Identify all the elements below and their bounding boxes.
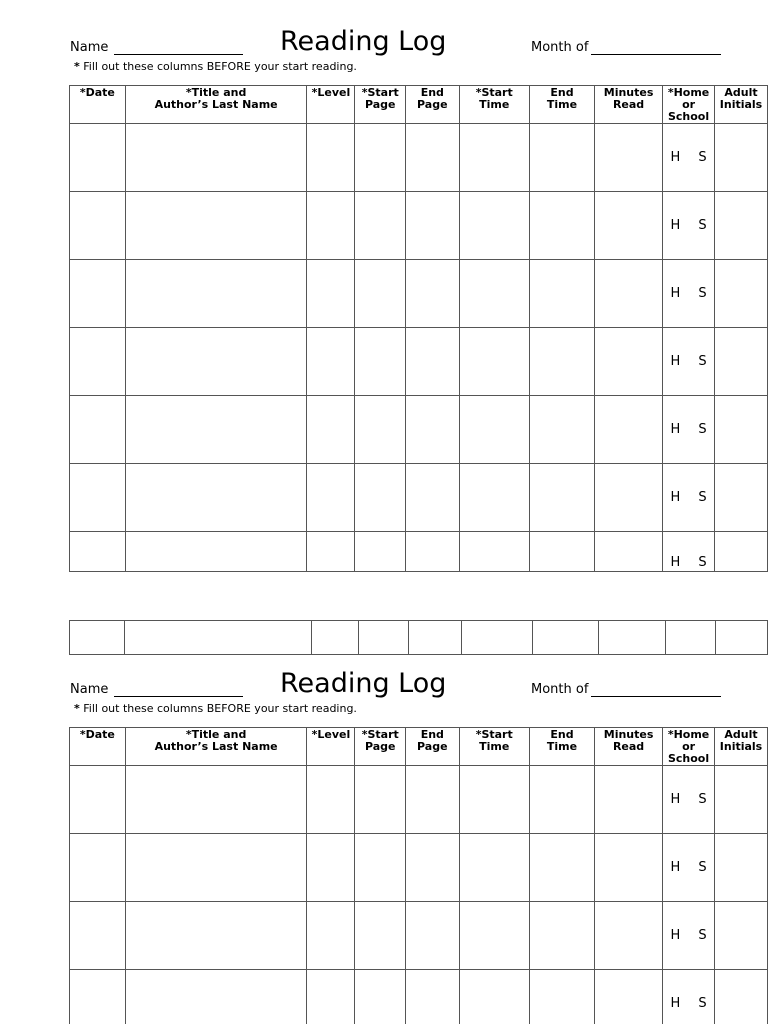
- table-cell[interactable]: [459, 124, 529, 192]
- table-row: [70, 124, 768, 192]
- table-cell[interactable]: [355, 970, 406, 1024]
- table-cell[interactable]: [529, 532, 594, 572]
- col-start-page: *Start Page: [355, 86, 406, 124]
- table-cell[interactable]: [70, 834, 126, 902]
- spare-row-table: [69, 620, 768, 655]
- table-cell[interactable]: [355, 124, 406, 192]
- log-header: [69, 26, 768, 73]
- table-cell[interactable]: [595, 260, 663, 328]
- month-line: [591, 696, 721, 697]
- table-cell[interactable]: [529, 766, 594, 834]
- home-school-cell[interactable]: [663, 464, 715, 532]
- table-row: [70, 902, 768, 970]
- home-school-cell[interactable]: [663, 124, 715, 192]
- home-option[interactable]: H: [670, 860, 681, 875]
- table-cell[interactable]: [459, 464, 529, 532]
- school-option[interactable]: S: [698, 218, 707, 233]
- home-school-cell[interactable]: [663, 766, 715, 834]
- home-school-cell[interactable]: [663, 834, 715, 902]
- col-title: *Title and Author’s Last Name: [125, 728, 307, 766]
- table-cell[interactable]: [406, 192, 460, 260]
- table-cell[interactable]: [70, 260, 126, 328]
- col-start-page: *Start Page: [355, 728, 406, 766]
- table-cell[interactable]: [715, 766, 768, 834]
- table-cell[interactable]: [715, 970, 768, 1024]
- log-rows: [70, 766, 768, 1024]
- table-cell[interactable]: [715, 192, 768, 260]
- table-cell[interactable]: [715, 464, 768, 532]
- month-label: Month of: [531, 40, 589, 55]
- table-cell[interactable]: [665, 621, 716, 655]
- table-cell[interactable]: [595, 970, 663, 1024]
- col-home-or-school: *Home or School: [663, 86, 715, 124]
- table-row: [70, 464, 768, 532]
- table-cell[interactable]: [70, 532, 126, 572]
- table-cell[interactable]: [312, 621, 359, 655]
- table-cell[interactable]: [715, 902, 768, 970]
- table-cell[interactable]: [125, 834, 307, 902]
- col-end-time: End Time: [529, 728, 594, 766]
- table-cell[interactable]: [355, 464, 406, 532]
- table-cell[interactable]: [359, 621, 409, 655]
- table-cell[interactable]: [70, 766, 126, 834]
- school-option[interactable]: S: [698, 792, 707, 807]
- table-cell[interactable]: [355, 532, 406, 572]
- home-option[interactable]: H: [670, 928, 681, 943]
- table-cell[interactable]: [406, 766, 460, 834]
- table-cell[interactable]: [715, 532, 768, 572]
- reading-log-top: [69, 26, 768, 570]
- table-cell[interactable]: [529, 902, 594, 970]
- col-date: *Date: [70, 728, 126, 766]
- table-row: [70, 328, 768, 396]
- table-cell[interactable]: [125, 902, 307, 970]
- name-label: Name: [70, 40, 109, 55]
- table-cell[interactable]: [406, 970, 460, 1024]
- table-cell[interactable]: [70, 464, 126, 532]
- table-cell[interactable]: [595, 532, 663, 572]
- col-adult-initials: Adult Initials: [715, 86, 768, 124]
- note-star: *: [74, 702, 80, 715]
- table-cell[interactable]: [355, 766, 406, 834]
- instructions-note: [74, 60, 357, 73]
- table-cell[interactable]: [715, 396, 768, 464]
- table-cell[interactable]: [459, 396, 529, 464]
- table-cell[interactable]: [462, 621, 533, 655]
- home-option[interactable]: H: [670, 792, 681, 807]
- table-cell[interactable]: [307, 192, 355, 260]
- log-title: Reading Log: [280, 668, 447, 699]
- table-cell[interactable]: [595, 834, 663, 902]
- home-option[interactable]: H: [670, 490, 681, 505]
- col-start-time: *Start Time: [459, 86, 529, 124]
- month-line: [591, 54, 721, 55]
- col-minutes-read: Minutes Read: [595, 86, 663, 124]
- home-school-cell[interactable]: [663, 970, 715, 1024]
- table-cell[interactable]: [529, 124, 594, 192]
- table-row: [70, 532, 768, 572]
- table-cell[interactable]: [459, 260, 529, 328]
- table-cell[interactable]: [125, 192, 307, 260]
- school-option[interactable]: S: [698, 928, 707, 943]
- table-cell[interactable]: [595, 902, 663, 970]
- school-option[interactable]: S: [698, 150, 707, 165]
- table-cell[interactable]: [715, 328, 768, 396]
- table-cell[interactable]: [125, 124, 307, 192]
- table-cell[interactable]: [355, 328, 406, 396]
- table-cell[interactable]: [406, 260, 460, 328]
- table-cell[interactable]: [307, 124, 355, 192]
- table-row: [70, 260, 768, 328]
- log-title: Reading Log: [280, 26, 447, 57]
- table-cell[interactable]: [529, 328, 594, 396]
- table-cell[interactable]: [715, 124, 768, 192]
- table-cell[interactable]: [70, 621, 125, 655]
- table-cell[interactable]: [307, 464, 355, 532]
- home-option[interactable]: H: [670, 422, 681, 437]
- table-cell[interactable]: [595, 124, 663, 192]
- school-option[interactable]: S: [698, 286, 707, 301]
- table-cell[interactable]: [125, 532, 307, 572]
- home-option[interactable]: H: [670, 555, 681, 570]
- col-end-time: End Time: [529, 86, 594, 124]
- school-option[interactable]: S: [698, 996, 707, 1011]
- col-level: *Level: [307, 728, 355, 766]
- log-rows: [70, 124, 768, 572]
- table-cell[interactable]: [406, 532, 460, 572]
- table-row: [70, 766, 768, 834]
- table-cell[interactable]: [595, 192, 663, 260]
- home-option[interactable]: H: [670, 354, 681, 369]
- school-option[interactable]: S: [698, 555, 707, 570]
- table-cell[interactable]: [406, 464, 460, 532]
- table-cell[interactable]: [70, 396, 126, 464]
- school-option[interactable]: S: [698, 860, 707, 875]
- table-row: [70, 192, 768, 260]
- note-star: *: [74, 60, 80, 73]
- table-cell[interactable]: [70, 970, 126, 1024]
- home-school-cell[interactable]: [663, 260, 715, 328]
- table-cell[interactable]: [406, 902, 460, 970]
- table-cell[interactable]: [406, 396, 460, 464]
- reading-log-bottom: [69, 668, 768, 1011]
- log-table: [69, 727, 768, 1024]
- home-school-cell[interactable]: [663, 902, 715, 970]
- table-cell[interactable]: [307, 396, 355, 464]
- school-option[interactable]: S: [698, 354, 707, 369]
- home-school-cell[interactable]: [663, 532, 715, 572]
- table-cell[interactable]: [70, 124, 126, 192]
- log-table: [69, 85, 768, 572]
- table-cell[interactable]: [408, 621, 461, 655]
- col-end-page: End Page: [406, 86, 460, 124]
- name-line: [114, 696, 243, 697]
- table-cell[interactable]: [598, 621, 665, 655]
- table-cell[interactable]: [533, 621, 599, 655]
- table-cell[interactable]: [307, 902, 355, 970]
- table-cell[interactable]: [459, 192, 529, 260]
- table-cell[interactable]: [459, 902, 529, 970]
- note-text: Fill out these columns BEFORE your start reading.: [79, 60, 357, 73]
- note-text: Fill out these columns BEFORE your start reading.: [79, 702, 357, 715]
- table-cell[interactable]: [406, 124, 460, 192]
- table-cell[interactable]: [355, 902, 406, 970]
- name-label: Name: [70, 682, 109, 697]
- table-cell[interactable]: [595, 464, 663, 532]
- header-row: [70, 86, 768, 124]
- table-cell[interactable]: [307, 328, 355, 396]
- table-cell[interactable]: [459, 766, 529, 834]
- table-cell[interactable]: [716, 621, 768, 655]
- name-line: [114, 54, 243, 55]
- table-cell[interactable]: [459, 834, 529, 902]
- table-cell[interactable]: [355, 192, 406, 260]
- table-cell[interactable]: [715, 834, 768, 902]
- table-cell[interactable]: [70, 192, 126, 260]
- table-cell[interactable]: [70, 328, 126, 396]
- table-cell[interactable]: [355, 260, 406, 328]
- table-cell[interactable]: [529, 464, 594, 532]
- col-title: *Title and Author’s Last Name: [125, 86, 307, 124]
- home-option[interactable]: H: [670, 996, 681, 1011]
- table-cell[interactable]: [125, 328, 307, 396]
- table-cell[interactable]: [406, 328, 460, 396]
- col-adult-initials: Adult Initials: [715, 728, 768, 766]
- col-level: *Level: [307, 86, 355, 124]
- table-cell[interactable]: [529, 834, 594, 902]
- table-cell[interactable]: [355, 834, 406, 902]
- table-cell[interactable]: [715, 260, 768, 328]
- table-cell[interactable]: [595, 766, 663, 834]
- table-cell[interactable]: [307, 766, 355, 834]
- table-cell[interactable]: [125, 766, 307, 834]
- home-school-cell[interactable]: [663, 328, 715, 396]
- home-option[interactable]: H: [670, 150, 681, 165]
- table-row: [70, 834, 768, 902]
- log-header: [69, 668, 768, 715]
- table-cell[interactable]: [529, 970, 594, 1024]
- col-start-time: *Start Time: [459, 728, 529, 766]
- table-cell[interactable]: [459, 970, 529, 1024]
- table-cell[interactable]: [529, 192, 594, 260]
- table-cell[interactable]: [459, 328, 529, 396]
- home-school-cell[interactable]: [663, 396, 715, 464]
- table-cell[interactable]: [307, 970, 355, 1024]
- header-row: [70, 728, 768, 766]
- table-row: [70, 396, 768, 464]
- home-option[interactable]: H: [670, 218, 681, 233]
- table-cell[interactable]: [595, 328, 663, 396]
- table-cell[interactable]: [307, 532, 355, 572]
- spare-row: [70, 621, 768, 655]
- table-cell[interactable]: [125, 260, 307, 328]
- school-option[interactable]: S: [698, 422, 707, 437]
- month-label: Month of: [531, 682, 589, 697]
- home-option[interactable]: H: [670, 286, 681, 301]
- table-cell[interactable]: [406, 834, 460, 902]
- home-school-cell[interactable]: [663, 192, 715, 260]
- col-date: *Date: [70, 86, 126, 124]
- col-minutes-read: Minutes Read: [595, 728, 663, 766]
- col-end-page: End Page: [406, 728, 460, 766]
- school-option[interactable]: S: [698, 490, 707, 505]
- table-cell[interactable]: [355, 396, 406, 464]
- table-cell[interactable]: [70, 902, 126, 970]
- table-cell[interactable]: [125, 464, 307, 532]
- table-cell[interactable]: [125, 621, 312, 655]
- instructions-note: [74, 702, 357, 715]
- table-cell[interactable]: [529, 396, 594, 464]
- table-cell[interactable]: [529, 260, 594, 328]
- table-cell[interactable]: [125, 970, 307, 1024]
- table-cell[interactable]: [595, 396, 663, 464]
- table-row: [70, 970, 768, 1024]
- table-cell[interactable]: [125, 396, 307, 464]
- table-cell[interactable]: [307, 260, 355, 328]
- col-home-or-school: *Home or School: [663, 728, 715, 766]
- table-cell[interactable]: [459, 532, 529, 572]
- table-cell[interactable]: [307, 834, 355, 902]
